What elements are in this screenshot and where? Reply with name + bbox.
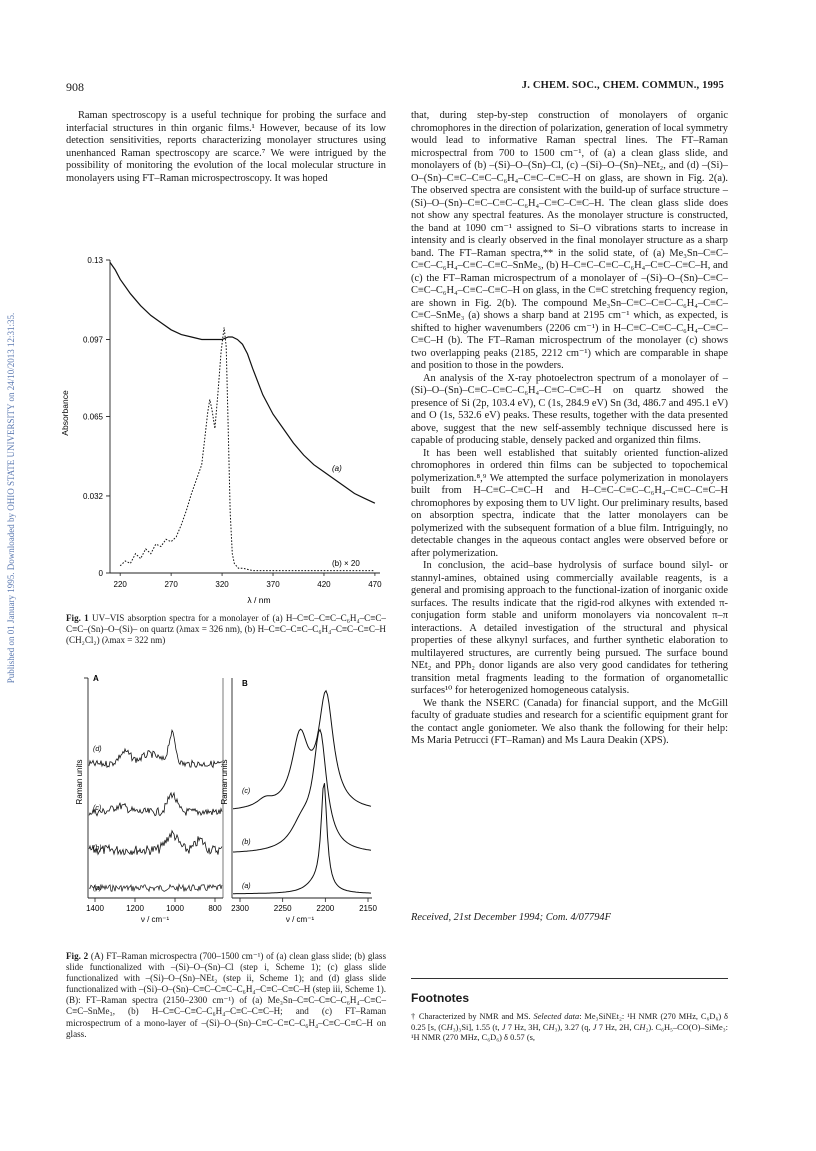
- fig1-ytick-label: 0: [98, 569, 103, 578]
- fig2-panel-b: [220, 678, 377, 924]
- fig1-caption-label: Fig. 1: [66, 613, 89, 623]
- fig1-ytick-label: 0.13: [87, 256, 103, 265]
- fig1-xtick-label: 270: [164, 580, 178, 589]
- paragraph-conclusion: In conclusion, the acid–base hydrolysis of surface bound silyl- or stannyl-amines, obtained using commercially available reagents, is a general and promising approach to the functional-ization of inorganic oxide surfaces. The results indicate that the rigid-rod alkynes with extended π-conjugation form stable and uniform monolayers via noncovalent π–π interactions. A detailed investigation of the structural and physical properties of these alkynyl surfaces, and further synthetic elaboration to multilayered structures, are currently being pursued. The surface bound NEt₂ and PPh₂ donor ligands are also very good candidates for tethering transition metal fragments leading to the formation of organometallic surfaces¹⁰ for heterogenized homogeneous catalysis.: [411, 560, 728, 696]
- fig2-xtick-label: 1400: [86, 904, 104, 913]
- fig1-ytick-label: 0.097: [82, 335, 103, 345]
- fig1-axes: [83, 256, 382, 589]
- fig2-b-xticks: [231, 898, 377, 913]
- page-number: 908: [66, 80, 84, 94]
- fig2-a-curve-a: [89, 885, 222, 892]
- fig2-panel-a-letter: A: [93, 674, 99, 683]
- paragraph-acknowledgements: We thank the NSERC (Canada) for financial support, and the McGill faculty of graduate studies and research for a scientific equipment grant for the contact angle goniometer. We also thank the following for their help: Ms Maria Petrucci (FT–Raman) and Ms Laura Deakin (XPS).: [411, 697, 728, 746]
- fig2-b-curve-a: [233, 783, 371, 894]
- fig1-series-b-line: [120, 327, 375, 570]
- fig2-b-curve-c: [233, 691, 371, 809]
- fig2-xtick-label: 2250: [273, 904, 292, 913]
- fig2-b-label-c: (c): [242, 788, 251, 795]
- fig2-chart: [60, 672, 390, 947]
- fig2-b-ylabel: Raman units: [220, 759, 229, 805]
- footnote-text: † Characterized by NMR and MS. Selected data: Me₃SiNEt₂: ¹H NMR (270 MHz, C₆D₆) δ 0.25 [s, (CH₃)₃Si], 1.55 (t, J 7 Hz, 3H, CH₃), 3.27 (q, J 7 Hz, 2H, CH₂). C₆H₅–CO(O)–SiMe₃: ¹H NMR (270 MHz, C₆D₆) δ 0.57 (s,: [411, 1012, 728, 1042]
- fig1-xtick-label: 220: [113, 580, 127, 589]
- fig2-panel-a: [75, 674, 223, 924]
- fig1-ytick-label: 0.032: [82, 491, 103, 501]
- fig2-caption-label: Fig. 2: [66, 951, 89, 961]
- footnotes-heading: Footnotes: [411, 991, 469, 1005]
- fig2-xtick-label: 1000: [166, 904, 184, 913]
- fig2-xtick-label: 2200: [316, 904, 335, 913]
- fig2-a-xticks: [86, 898, 222, 913]
- fig1-xtick-label: 370: [266, 580, 280, 589]
- fig2-xtick-label: 2300: [231, 904, 249, 913]
- fig1-chart: [60, 248, 390, 608]
- fig2-a-ylabel: Raman units: [75, 759, 84, 805]
- fig2-a-label-c: (c): [93, 805, 102, 812]
- fig2-a-label-a: (a): [93, 885, 102, 892]
- fig2-b-xlabel: ν / cm⁻¹: [285, 915, 315, 924]
- paragraph-raman-results: that, during step-by-step construction of monolayers of organic chromophores in the direction of polarization, generation of local symmetry would lead to informative Raman spectral lines. The FT–Raman microspectra‖ from 700 to 1500 cm⁻¹, of (a) a clean glass slide, and monolayers of (b) –(Si)–O–(Sn)–Cl, (c) –(Si)–O–(Sn)–NEt₂, and (d) –(Si)–O–(Sn)–C≡C–C≡C–C₆H₄–C≡C–C≡C–H on glass, are shown in Fig. 2(a). The observed spectra are consistent with the build-up of surface structure –(Si)–O–(Sn)–C≡C–C≡C–C₆H₄–C≡C–C≡C–H. The clean glass slide does not show any spectral features. As the monolayer structure is constructed, the band at 1090 cm⁻¹ assigned to Si–O vibrations starts to increase in intensity and is clearly observed in the final monolayer structure as a sharp band. The FT–Raman spectra,** in the solid state, of (a) Me₃Sn–C≡C–C≡C–C₆H₄–C≡C–C≡C–SnMe₃, (b) H–C≡C–C≡C–C₆H₄–C≡C–C≡C–H, and (c) the FT–Raman microspectrum of a monolayer of –(Si)–O–(Sn)–C≡C–C≡C–C₆H₄–C≡C–C≡C–H on glass, in the C≡C stretching frequency region, are shown in Fig. 2(b). The compound Me₃Sn–C≡C–C≡C–C₆H₄–C≡C–C≡C–SnMe₃ (a) shows a sharp band at 2195 cm⁻¹ which, as expected, is shifted to higher wavenumbers (2206 cm⁻¹) in H–C≡C–C≡C–C₆H₄–C≡C–C≡C–H (b). The FT–Raman microspectrum of the monolayer (c) shows two overlapping peaks (2185, 2212 cm⁻¹) which are comparable in shape and position to those in the powders.: [411, 110, 728, 371]
- fig2-a-curve-c: [89, 793, 222, 816]
- fig1-series: [110, 262, 375, 570]
- download-notice: Published on 01 January 1995. Downloaded by OHIO STATE UNIVERSITY on 24/10/2013 12:31:35.: [6, 312, 16, 684]
- fig1-caption-text: UV–VIS absorption spectra for a monolayer of (a) H–C≡C–C≡C–C₆H₄–C≡C–C≡C–(Sn)–O–(Si)– on quartz (λmax = 326 nm), (b) H–C≡C–C≡C–C₆H₄–C≡C–C≡C–H (CH₂Cl₂) (λmax = 322 nm): [66, 613, 386, 646]
- fig2-a-curves: [89, 730, 222, 891]
- fig2-a-curve-d: [89, 730, 222, 767]
- fig1-xtick-label: 320: [215, 580, 229, 589]
- fig2-a-label-b: (b): [93, 845, 102, 852]
- fig1-caption: [66, 613, 386, 646]
- paragraph-polymerization: It has been well established that suitably oriented function-alized chromophores in ordered thin films can be subjected to topochemical polymerization.⁸,⁹ We attempted the surface polymerization in monolayers built from H–C≡C–C≡C–H and H–C≡C–C≡C–C₆H₄–C≡C–C≡C–H chromophores by exposing them to UV light. Our preliminary results, based on absorption spectra, indicate that the latter monolayers can be polymerized with the subsequent formation of a blue film. Intriguingly, no detectable changes in the aqueous contact angles were observed before or after polymerization.: [411, 447, 728, 559]
- fig2-panel-b-letter: B: [242, 679, 248, 688]
- fig2-a-xlabel: ν / cm⁻¹: [140, 915, 170, 924]
- fig2-a-label-d: (d): [93, 746, 102, 753]
- fig1-ytick-label: 0.065: [82, 412, 103, 422]
- fig2-caption: [66, 951, 386, 1040]
- right-column: [411, 110, 728, 748]
- fig2-b-curves: [233, 691, 371, 894]
- fig2-b-label-a: (a): [242, 883, 251, 890]
- paragraph-xps: An analysis of the X-ray photoelectron spectrum of a monolayer of –(Si)–O–(Sn)–C≡C–C≡C–C₆H₄–C≡C–C≡C–H on quartz showed the presence of Si (2p, 103.4 eV), C (1s, 284.9 eV) Sn (3d, 486.7 and 495.1 eV) and O (1s, 532.6 eV) peaks. These results, together with the data presented above, suggest that the new self-assembly technique discussed here is capable of producing stable, densely packed and organized thin films.: [411, 372, 728, 446]
- fig2-b-label-b: (b): [242, 839, 251, 846]
- footnote-rule: [411, 978, 728, 979]
- left-column-intro: [66, 110, 386, 185]
- fig2-a-curve-b: [89, 831, 222, 855]
- fig1-ylabel: Absorbance: [60, 390, 70, 436]
- fig2-xtick-label: 2150: [359, 904, 377, 913]
- fig2-xtick-label: 800: [208, 904, 222, 913]
- received-line: Received, 21st December 1994; Com. 4/07794F: [411, 912, 611, 923]
- fig1-xtick-label: 470: [368, 580, 382, 589]
- fig1-label-b: (b) × 20: [332, 559, 360, 568]
- fig1-xtick-label: 420: [317, 580, 331, 589]
- journal-header: J. CHEM. SOC., CHEM. COMMUN., 1995: [521, 80, 724, 91]
- fig2-caption-text: (A) FT–Raman microspectra (700–1500 cm⁻¹) of (a) clean glass slide; (b) glass slide functionalized with –(Si)–O–(Sn)–Cl (step i, Scheme 1); (c) glass slide functionalized with –(Si)–O–(Sn)–NEt₂ (step ii, Scheme 1); and (d) glass slide functionalized with –(Si)–O–(Sn)–C≡C–C≡C–C₆H₄–C≡C–C≡C–H (step iii, Scheme 1). (B): FT–Raman spectra (2150–2300 cm⁻¹) of (a) Me₃Sn–C≡C–C≡C–C₆H₄–C≡C–C≡C–SnMe₃, (b) H–C≡C–C≡C–C₆H₄–C≡C–C≡C–H; and (c) FT–Raman microspectrum of a mono-layer of –(Si)–O–(Sn)–C≡C–C≡C–C₆H₄–C≡C–C≡C–H on glass.: [66, 951, 387, 1039]
- download-sidebar: [4, 280, 18, 720]
- fig1-label-a: (a): [332, 464, 342, 473]
- fig2-b-curve-b: [233, 730, 371, 852]
- fig1-xlabel: λ / nm: [247, 595, 271, 605]
- intro-paragraph: Raman spectroscopy is a useful technique for probing the surface and interfacial structures in thin organic films.¹ However, because of its low detection sensitivities, reports characterizing monolayer structures using unenhanced Raman spectroscopy are scarce.⁷ We were intrigued by the possibility of monitoring the evolution of the local molecular structure in monolayers using FT–Raman microspectroscopy. It was hoped: [66, 110, 386, 184]
- fig2-xtick-label: 1200: [126, 904, 144, 913]
